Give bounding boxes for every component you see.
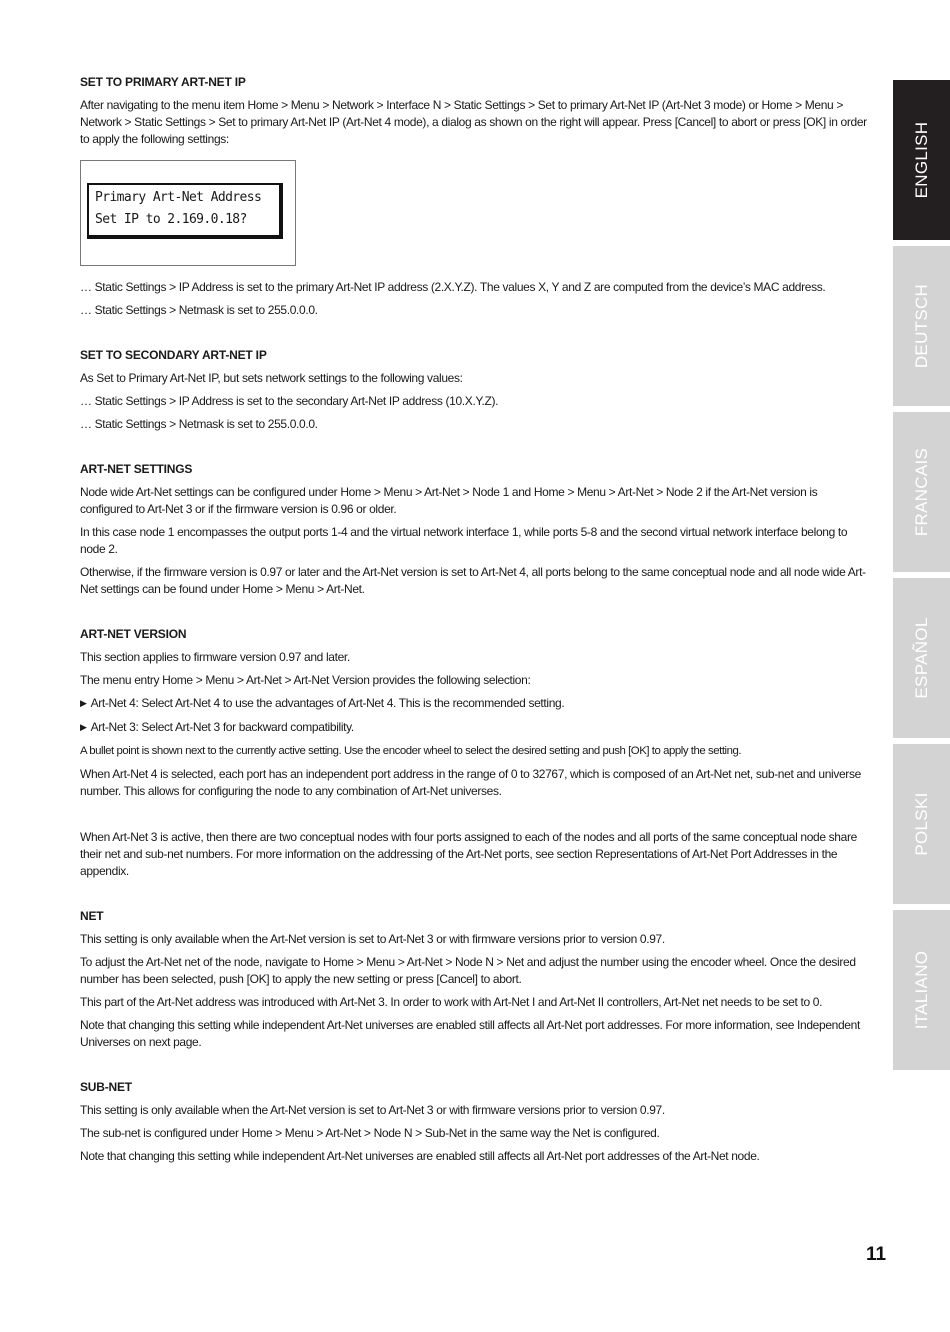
section-heading: NET: [80, 909, 104, 923]
paragraph: … Static Settings > IP Address is set to the primary Art-Net IP address (2.X.Y.Z). The values X, Y and Z are computed from the device’s MAC address.: [80, 280, 826, 294]
paragraph: Note that changing this setting while independent Art-Net universes are enabled still affects all Art-Net port addresses. For more information, see Independent Universes on next page.: [80, 1018, 860, 1049]
section-secondary-ip: [80, 347, 872, 433]
paragraph: This part of the Art-Net address was introduced with Art-Net 3. In order to work with Art-Net I and Art-Net II controllers, Art-Net net needs to be set to 0.: [80, 995, 823, 1009]
lcd-dialog: [87, 183, 283, 239]
bullet-item: ▶ Art-Net 3: Select Art-Net 3 for backward compatibility.: [80, 719, 872, 737]
paragraph: The menu entry Home > Menu > Art-Net > Art-Net Version provides the following selection:: [80, 673, 531, 687]
section-artnet-version: [80, 626, 872, 880]
language-tabs: [893, 80, 950, 1076]
section-heading: SUB-NET: [80, 1080, 132, 1094]
tab-francais[interactable]: [893, 412, 950, 572]
section-heading: ART-NET VERSION: [80, 627, 187, 641]
tab-label: FRANCAIS: [911, 447, 931, 537]
section-primary-ip: [80, 74, 872, 319]
paragraph: The sub-net is configured under Home > Menu > Art-Net > Node N > Sub-Net in the same way the Net is configured.: [80, 1126, 660, 1140]
section-heading: SET TO PRIMARY ART-NET IP: [80, 75, 246, 89]
paragraph: This setting is only available when the Art-Net version is set to Art-Net 3 or with firmware versions prior to version 0.97.: [80, 932, 665, 946]
paragraph: Node wide Art-Net settings can be configured under Home > Menu > Art-Net > Node 1 and Home > Menu > Art-Net > Node 2 if the Art-Net version is configured to Art-Net 3 or if the firmware version is 0.96 or older.: [80, 485, 818, 516]
paragraph: Otherwise, if the firmware version is 0.97 or later and the Art-Net version is set to Art-Net 4, all ports belong to the same conceptual node and all node wide Art-Net settings can be found under Home > Menu > Art-Net.: [80, 565, 866, 596]
section-heading: ART-NET SETTINGS: [80, 462, 193, 476]
paragraph: … Static Settings > IP Address is set to the secondary Art-Net IP address (10.X.Y.Z).: [80, 394, 499, 408]
page-content: [80, 74, 872, 1193]
dialog-line-1: Primary Art-Net Address: [95, 190, 262, 205]
paragraph: When Art-Net 4 is selected, each port has an independent port address in the range of 0 to 32767, which is composed of an Art-Net net, sub-net and universe number. This allows for configuring the node to any combination of Art-Net universes.: [80, 767, 861, 798]
tab-english[interactable]: [893, 80, 950, 240]
paragraph: As Set to Primary Art-Net IP, but sets network settings to the following values:: [80, 371, 463, 385]
paragraph: … Static Settings > Netmask is set to 255.0.0.0.: [80, 417, 318, 431]
paragraph: … Static Settings > Netmask is set to 255.0.0.0.: [80, 303, 318, 317]
section-artnet-settings: [80, 461, 872, 598]
paragraph: After navigating to the menu item Home > Menu > Network > Interface N > Static Settings > Set to primary Art-Net IP (Art-Net 3 mode) or Home > Menu > Network > Static Settings > Set to primary Art-Net IP (Art-Net 4 mode), a dialog as shown on the right will appear. Press [Cancel] to abort or press [OK] in order to apply the following settings:: [80, 98, 867, 146]
tab-label: ENGLISH: [911, 121, 931, 199]
tab-label: DEUTSCH: [911, 283, 931, 369]
tab-label: ITALIANO: [911, 950, 931, 1030]
section-net: [80, 908, 872, 1051]
tab-polski[interactable]: [893, 744, 950, 904]
paragraph: To adjust the Art-Net net of the node, navigate to Home > Menu > Art-Net > Node N > Net and adjust the number using the encoder wheel. Once the desired number has been selected, push [OK] to apply the new setting or press [Cancel] to abort.: [80, 955, 856, 986]
section-sub-net: [80, 1079, 872, 1165]
paragraph: This setting is only available when the Art-Net version is set to Art-Net 3 or with firmware versions prior to version 0.97.: [80, 1103, 665, 1117]
dialog-line-2: Set IP to 2.169.0.18?: [95, 212, 247, 227]
paragraph: A bullet point is shown next to the currently active setting. Use the encoder wheel to select the desired setting and push [OK] to apply the setting.: [80, 745, 742, 757]
tab-label: ESPAÑOL: [911, 617, 931, 699]
paragraph: This section applies to firmware version 0.97 and later.: [80, 650, 350, 664]
tab-label: POLSKI: [911, 792, 931, 856]
page-number: 11: [866, 1244, 887, 1265]
section-heading: SET TO SECONDARY ART-NET IP: [80, 348, 267, 362]
paragraph: When Art-Net 3 is active, then there are two conceptual nodes with four ports assigned to each of the nodes and all ports of the same conceptual node share their net and sub-net numbers. For more information on the addressing of the Art-Net ports, see section Representations of Art-Net Port Addresses in the appendix.: [80, 830, 857, 878]
tab-deutsch[interactable]: [893, 246, 950, 406]
tab-italiano[interactable]: [893, 910, 950, 1070]
paragraph: Note that changing this setting while independent Art-Net universes are enabled still affects all Art-Net port addresses of the Art-Net node.: [80, 1149, 760, 1163]
dialog-illustration: [80, 160, 296, 266]
paragraph: In this case node 1 encompasses the output ports 1-4 and the virtual network interface 1, while ports 5-8 and the second virtual network interface belong to node 2.: [80, 525, 848, 556]
tab-espanol[interactable]: [893, 578, 950, 738]
bullet-item: ▶ Art-Net 4: Select Art-Net 4 to use the advantages of Art-Net 4. This is the recommended setting.: [80, 695, 872, 713]
